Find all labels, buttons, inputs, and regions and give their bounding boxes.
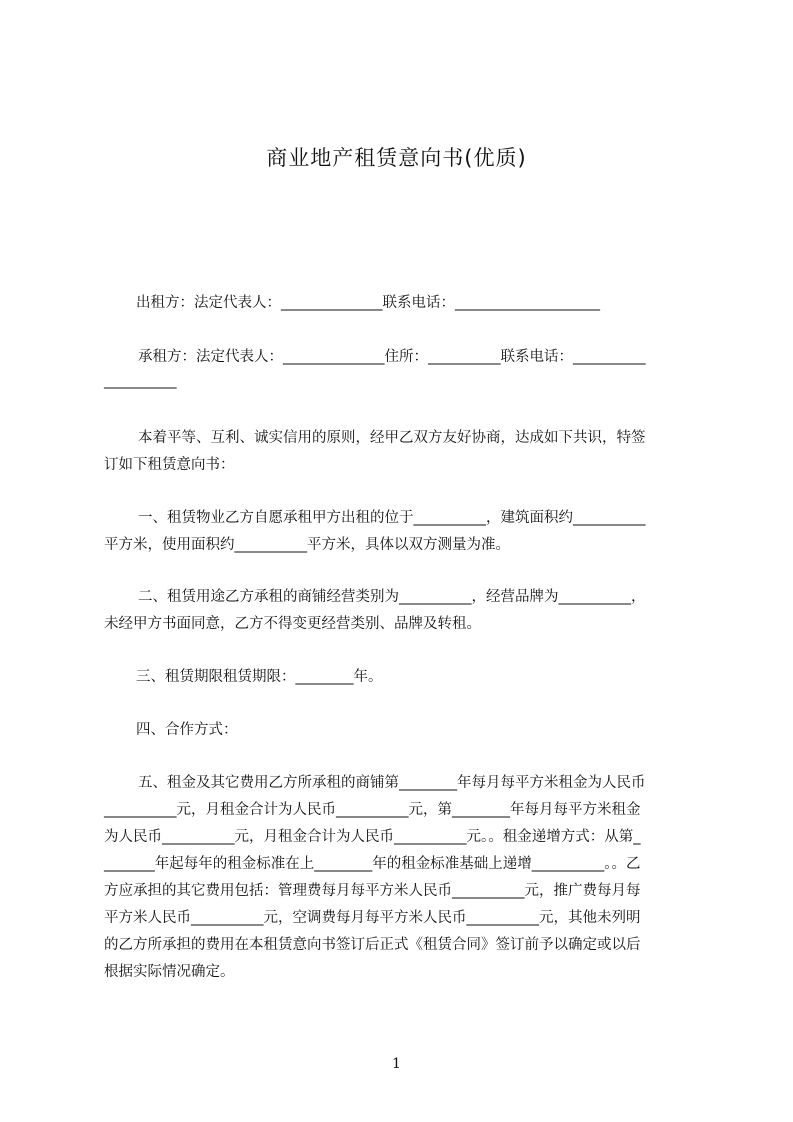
- clause-5: 五、租金及其它费用乙方所承租的商铺第________年每月每平方米租金为人民币: [138, 775, 646, 791]
- clause-5-line-2: __________元，月租金合计为人民币__________元，第________年每月每平方米租金: [104, 802, 641, 818]
- clause-2-continued: 未经甲方书面同意，乙方不得变更经营类别、品牌及转租。: [104, 616, 481, 632]
- lessee-line: 承租方：法定代表人：______________住所：__________联系电话：__________: [138, 349, 646, 365]
- clause-5-line-5: 方应承担的其它费用包括：管理费每月每平方米人民币__________元，推广费每月每: [104, 883, 641, 899]
- clause-5-line-8: 根据实际情况确定。: [104, 964, 235, 980]
- clause-1-continued: 平方米，使用面积约__________平方米，具体以双方测量为准。: [104, 537, 510, 553]
- clause-5-line-6: 平方米人民币__________元，空调费每月每平方米人民币__________元，其他未列明: [104, 910, 641, 926]
- clause-5-line-7: 的乙方所承担的费用在本租赁意向书签订后正式《租赁合同》签订前予以确定或以后: [104, 937, 641, 953]
- clause-2: 二、租赁用途乙方承租的商铺经营类别为__________，经营品牌为__________，: [138, 589, 646, 605]
- intro-paragraph: 本着平等、互利、诚实信用的原则，经甲乙双方友好协商，达成如下共识，特签: [138, 430, 646, 446]
- clause-1: 一、租赁物业乙方自愿承租甲方出租的位于__________，建筑面积约__________: [138, 510, 646, 526]
- lessee-line-continued: __________: [104, 373, 177, 389]
- intro-paragraph-continued: 订如下租赁意向书：: [104, 457, 235, 473]
- clause-3: 三、租赁期限租赁期限：________年。: [136, 669, 383, 685]
- document-title: 商业地产租赁意向书(优质): [266, 146, 527, 170]
- lessor-line: 出租方：法定代表人：______________联系电话：____________________: [136, 295, 600, 311]
- clause-4: 四、合作方式：: [136, 722, 238, 738]
- clause-5-line-4: _______年起每年的租金标准在上________年的租金标准基础上递增__________。。乙: [104, 856, 641, 872]
- clause-5-line-3: 为人民币__________元，月租金合计为人民币__________元。。租金递增方式：从第_: [104, 829, 641, 845]
- page-number: 1: [392, 1056, 401, 1072]
